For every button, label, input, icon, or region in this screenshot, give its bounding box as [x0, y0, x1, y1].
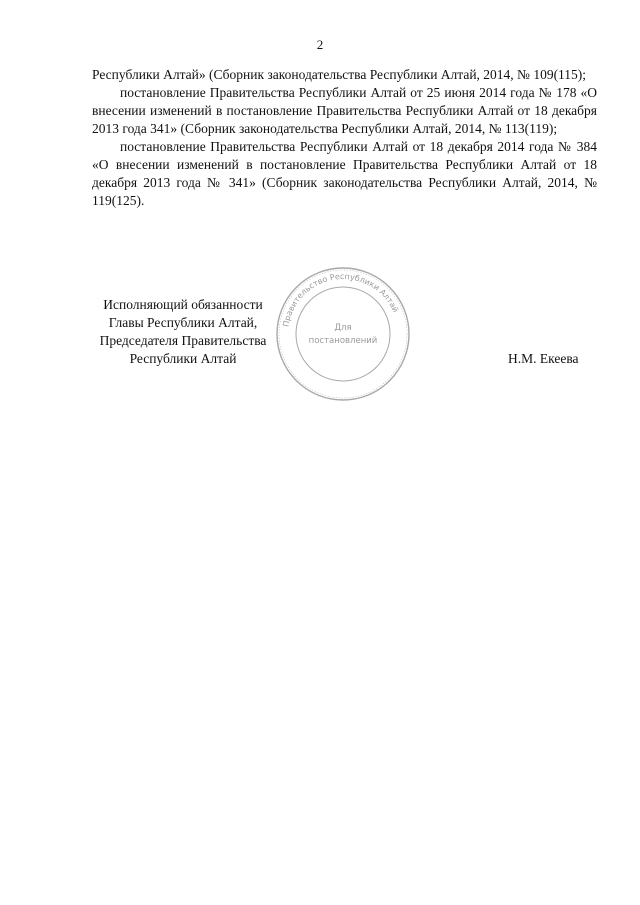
stamp-inner-ring [296, 287, 390, 381]
signatory-line-1: Исполняющий обязанности [103, 297, 263, 312]
signatory-line-2: Главы Республики Алтай, [108, 315, 258, 330]
document-body [92, 66, 597, 210]
official-seal-stamp [272, 263, 414, 405]
paragraph-decree-384: постановление Правительства Республики Алтай от 18 декабря 2014 года № 384 «О внесении изменений в постановление Правительства Республики Алтай от 18 декабря 2013 года № 341» (Сборник законодательства Республики Алтай, 2014, № 119(125). [92, 139, 597, 208]
page-number: 2 [316, 37, 324, 52]
signatory-line-3: Председателя Правительства [99, 333, 267, 348]
stamp-center-line-2: постановлений [308, 336, 378, 346]
signatory-line-4: Республики Алтай [129, 351, 237, 366]
paragraph-continuation: Республики Алтай» (Сборник законодательства Республики Алтай, 2014, № 109(115); [92, 67, 587, 82]
stamp-outer-text: Правительство Республики Алтай [281, 271, 401, 328]
signatory-name: Н.М. Екеева [508, 351, 579, 366]
stamp-center-line-1: Для [334, 323, 352, 333]
stamp-outer-ring [277, 268, 409, 400]
paragraph-decree-178: постановление Правительства Республики Алтай от 25 июня 2014 года № 178 «О внесении изменений в постановление Правительства Республики Алтай от 18 декабря 2013 года 341» (Сборник законодательства Республики Алтай, 2014, № 113(119); [92, 85, 597, 136]
signatory-title [88, 296, 278, 368]
stamp-outer-dotted-ring [279, 270, 407, 398]
